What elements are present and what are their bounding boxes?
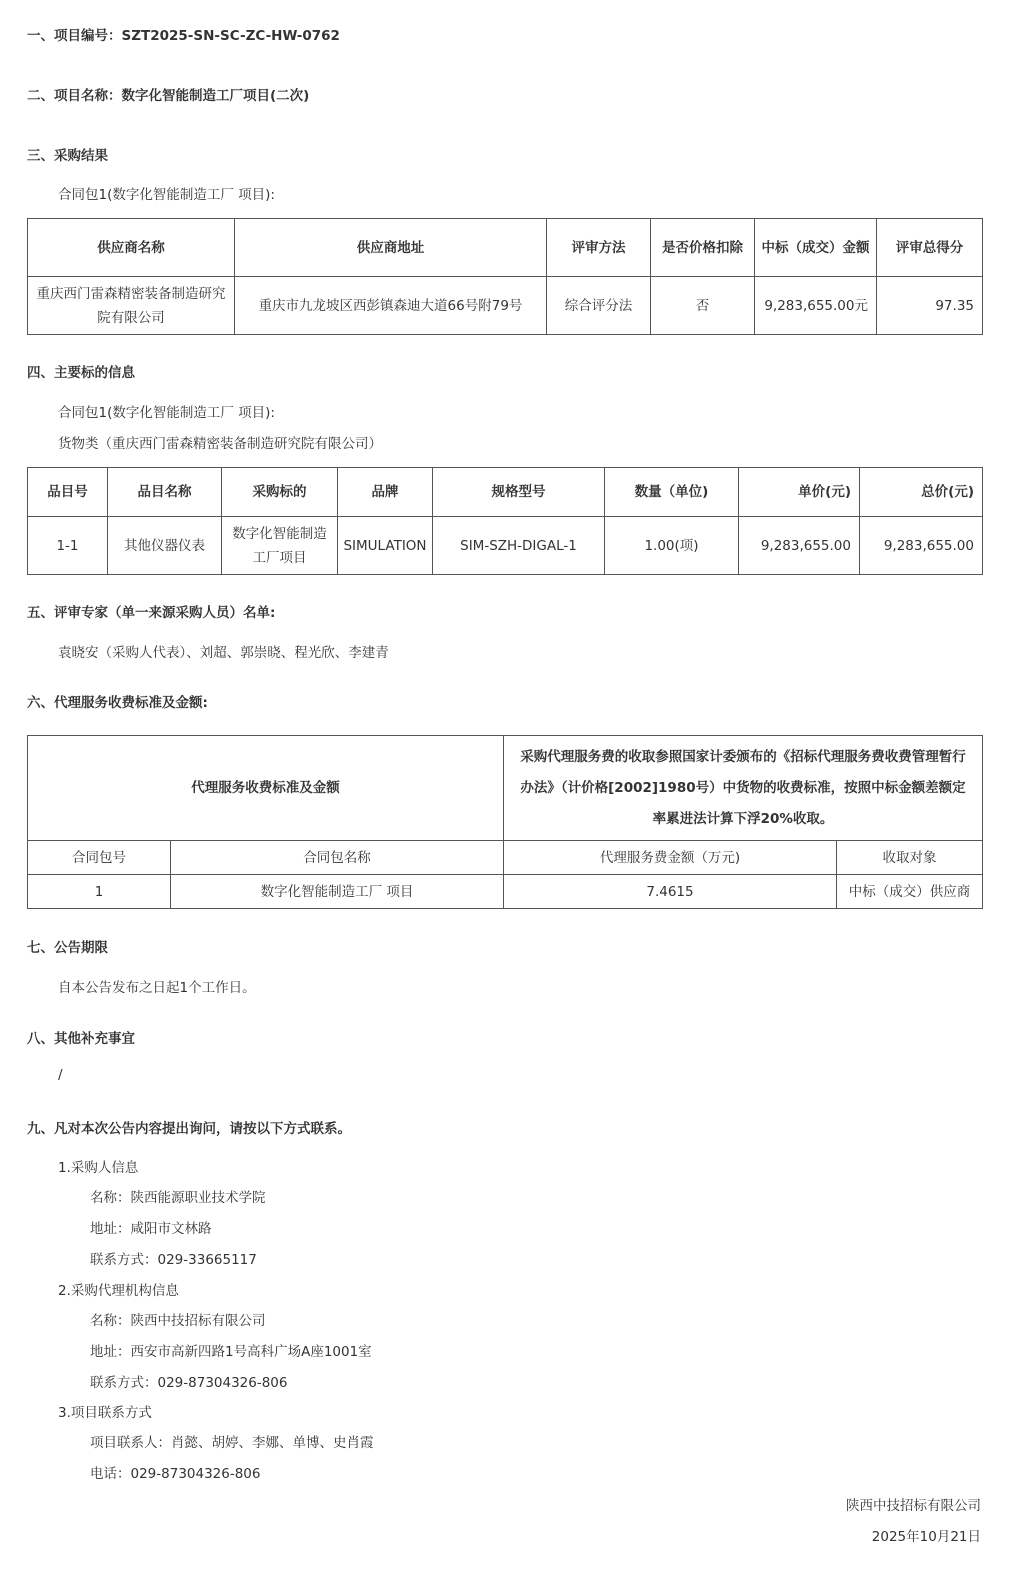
package-name-cell: 数字化智能制造工厂 项目 [171,875,504,909]
column-header: 评审方法 [547,219,651,277]
main-subject-table [27,467,983,575]
agency-contact: 联系方式：029-87304326-806 [90,1375,288,1391]
column-header: 合同包号 [28,841,171,875]
column-header: 总价(元) [860,468,983,517]
purchaser-address: 地址：咸阳市文林路 [90,1221,212,1237]
agency-name: 名称：陕西中技招标有限公司 [90,1313,266,1329]
procurement-target-cell: 数字化智能制造工厂项目 [222,517,338,575]
signature-date: 2025年10月21日 [871,1529,981,1545]
experts-list: 袁晓安（采购人代表）、刘超、郭崇晓、程光欣、李建青 [58,645,389,661]
column-header: 品目名称 [108,468,222,517]
agency-fee-table [27,735,983,909]
agency-fee-heading: 六、代理服务收费标准及金额: [27,695,208,711]
fee-payer-cell: 中标（成交）供应商 [837,875,983,909]
column-header: 规格型号 [433,468,605,517]
procurement-result-table [27,218,983,335]
project-name-label: 二、项目名称： [27,88,122,104]
column-header: 合同包名称 [171,841,504,875]
table-header-row [28,219,983,277]
award-amount-cell: 9,283,655.00元 [755,277,877,335]
notice-period-heading: 七、公告期限 [27,940,108,956]
review-method-cell: 综合评分法 [547,277,651,335]
column-header: 采购标的 [222,468,338,517]
fee-standard-text: 采购代理服务费的收取参照国家计委颁布的《招标代理服务费收费管理暂行办法》（计价格[2002]1980号）中货物的收费标准，按照中标金额差额定率累进法计算下浮20%收取。 [504,736,983,841]
agency-info-title: 2.采购代理机构信息 [58,1283,179,1299]
project-number-line [27,24,340,44]
project-contact-phone: 电话：029-87304326-806 [90,1466,261,1482]
item-name-cell: 其他仪器仪表 [108,517,222,575]
result-package-label: 合同包1(数字化智能制造工厂 项目): [58,187,275,203]
column-header: 单价(元) [739,468,860,517]
signature-org: 陕西中技招标有限公司 [846,1498,981,1514]
agency-fee-cell: 7.4615 [504,875,837,909]
purchaser-name: 名称：陕西能源职业技术学院 [90,1190,266,1206]
other-matters-text: / [58,1067,63,1083]
table-row [28,277,983,335]
quantity-cell: 1.00(项) [605,517,739,575]
fee-standard-row [28,736,983,841]
column-header: 评审总得分 [877,219,983,277]
project-contact-title: 3.项目联系方式 [58,1405,152,1421]
purchaser-contact: 联系方式：029-33665117 [90,1252,257,1268]
column-header: 品牌 [338,468,433,517]
fee-standard-label: 代理服务收费标准及金额 [28,736,504,841]
column-header: 品目号 [28,468,108,517]
unit-price-cell: 9,283,655.00 [739,517,860,575]
table-header-row [28,468,983,517]
contact-heading: 九、凡对本次公告内容提出询问，请按以下方式联系。 [27,1121,351,1137]
table-row [28,875,983,909]
procurement-result-heading: 三、采购结果 [27,148,108,164]
supplier-name-cell: 重庆西门雷森精密装备制造研究院有限公司 [28,277,235,335]
brand-cell: SIMULATION [338,517,433,575]
item-number-cell: 1-1 [28,517,108,575]
column-header: 中标（成交）金额 [755,219,877,277]
project-number-value: SZT2025-SN-SC-ZC-HW-0762 [121,28,340,44]
subject-package-label: 合同包1(数字化智能制造工厂 项目): [58,405,275,421]
column-header: 供应商名称 [28,219,235,277]
price-deduction-cell: 否 [651,277,755,335]
table-header-row [28,841,983,875]
supplier-address-cell: 重庆市九龙坡区西彭镇森迪大道66号附79号 [235,277,547,335]
package-number-cell: 1 [28,875,171,909]
column-header: 是否价格扣除 [651,219,755,277]
column-header: 供应商地址 [235,219,547,277]
total-score-cell: 97.35 [877,277,983,335]
notice-period-text: 自本公告发布之日起1个工作日。 [58,980,256,996]
experts-heading: 五、评审专家（单一来源采购人员）名单: [27,605,276,621]
agency-address: 地址：西安市高新四路1号高科广场A座1001室 [90,1344,372,1360]
total-price-cell: 9,283,655.00 [860,517,983,575]
column-header: 代理服务费金额（万元) [504,841,837,875]
goods-category-label: 货物类（重庆西门雷森精密装备制造研究院有限公司） [58,436,382,452]
project-number-label: 一、项目编号： [27,28,122,44]
column-header: 收取对象 [837,841,983,875]
other-matters-heading: 八、其他补充事宜 [27,1031,135,1047]
project-contact-people: 项目联系人：肖懿、胡婷、李娜、单博、史肖霞 [90,1435,374,1451]
project-name-line [27,84,309,104]
project-name-value: 数字化智能制造工厂项目(二次) [121,88,310,104]
column-header: 数量（单位) [605,468,739,517]
table-row [28,517,983,575]
main-subject-heading: 四、主要标的信息 [27,365,135,381]
purchaser-info-title: 1.采购人信息 [58,1160,139,1176]
model-cell: SIM-SZH-DIGAL-1 [433,517,605,575]
